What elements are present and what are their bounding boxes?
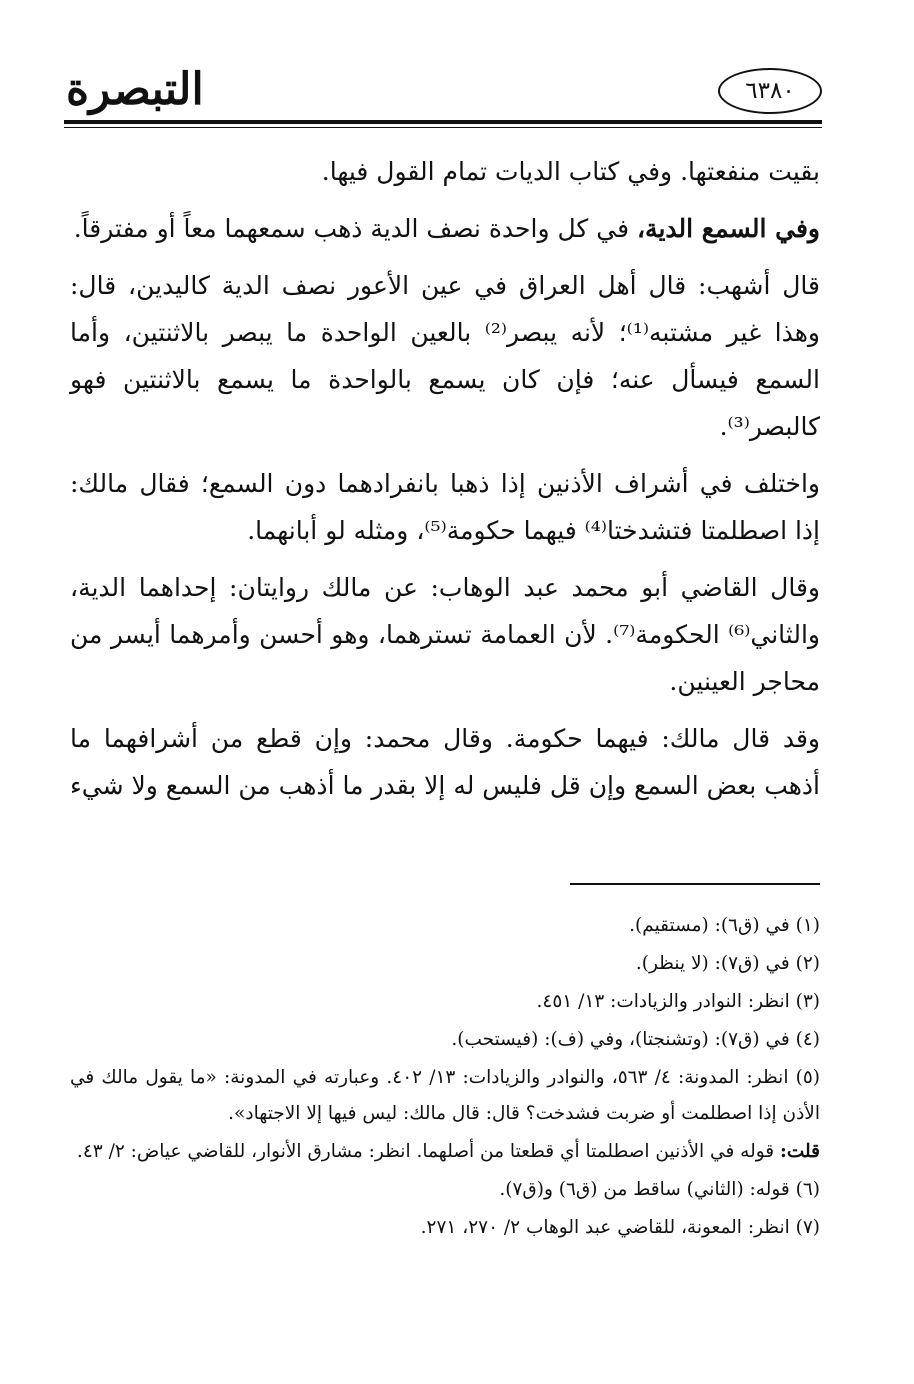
footnote-5-note-label: قلت: — [780, 1141, 820, 1162]
header-rule-thin — [64, 127, 822, 128]
paragraph-3: قال أشهب: قال أهل العراق في عين الأعور نصف الدية كاليدين، قال: وهذا غير مشتبه⁽¹⁾؛ لأنه يبصر⁽²⁾ بالعين الواحدة ما يبصر بالاثنتين، وأما السمع فيسأل عنه؛ فإن كان يسمع بالواحدة ما يسمع بالاثنتين فهو كالبصر⁽³⁾. — [70, 271, 821, 441]
paragraph-2 — [70, 205, 820, 252]
footnote-1: (١) في (ق٦): (مستقيم). — [629, 915, 820, 936]
paragraph-6: وقد قال مالك: فيهما حكومة. وقال محمد: وإن قطع من أشرافهما ما أذهب بعض السمع وإن قل فليس له إلا بقدر ما أذهب من السمع ولا شيء — [70, 724, 820, 800]
footnote-7: (٧) انظر: المعونة، للقاضي عبد الوهاب ٢/ ٢٧٠، ٢٧١. — [420, 1217, 820, 1238]
footnote-3: (٣) انظر: النوادر والزيادات: ١٣/ ٤٥١. — [536, 991, 820, 1012]
book-title: التبصرة — [66, 64, 204, 115]
main-text — [70, 148, 820, 819]
page-header — [64, 56, 822, 128]
paragraph-5: وقال القاضي أبو محمد عبد الوهاب: عن مالك روايتان: إحداهما الدية، والثاني⁽⁶⁾ الحكومة⁽⁷⁾. لأن العمامة تسترهما، وهو أحسن وأمرهما أيسر من محاجر العينين. — [70, 573, 820, 696]
header-rule — [64, 120, 822, 124]
footnote-6: (٦) قوله: (الثاني) ساقط من (ق٦) و(ق٧). — [499, 1179, 820, 1200]
footnote-4: (٤) في (ق٧): (وتشنجتا)، وفي (ف): (فيستحب). — [451, 1029, 820, 1050]
footnote-separator — [570, 883, 820, 885]
footnote-2: (٢) في (ق٧): (لا ينظر). — [635, 953, 820, 974]
footnote-5: (٥) انظر: المدونة: ٤/ ٥٦٣، والنوادر والزيادات: ١٣/ ٤٠٢. وعبارته في المدونة: «ما يقول مالك في الأذن إذا اصطلمت أو ضربت فشدخت؟ قال: قال مالك: ليس فيها إلا الاجتهاد». — [70, 1067, 820, 1124]
footnote-5-note — [70, 1134, 820, 1170]
footnote-5-note-text: قوله في الأذنين اصطلمتا أي قطعتا من أصلهما. انظر: مشارق الأنوار، للقاضي عياض: ٢/ ٤٣. — [76, 1141, 781, 1162]
footnotes — [70, 908, 820, 1248]
paragraph-2-lead: وفي السمع الدية، — [636, 214, 820, 243]
paragraph-1: بقيت منفعتها. وفي كتاب الديات تمام القول فيها. — [321, 157, 820, 186]
paragraph-4: واختلف في أشراف الأذنين إذا ذهبا بانفرادهما دون السمع؛ فقال مالك: إذا اصطلمتا فتشدختا⁽⁴⁾ فيهما حكومة⁽⁵⁾، ومثله لو أبانهما. — [70, 469, 820, 545]
page-number: ٦٣٨٠ — [718, 68, 822, 114]
paragraph-2-body: في كل واحدة نصف الدية ذهب سمعهما معاً أو مفترقاً. — [73, 214, 637, 243]
